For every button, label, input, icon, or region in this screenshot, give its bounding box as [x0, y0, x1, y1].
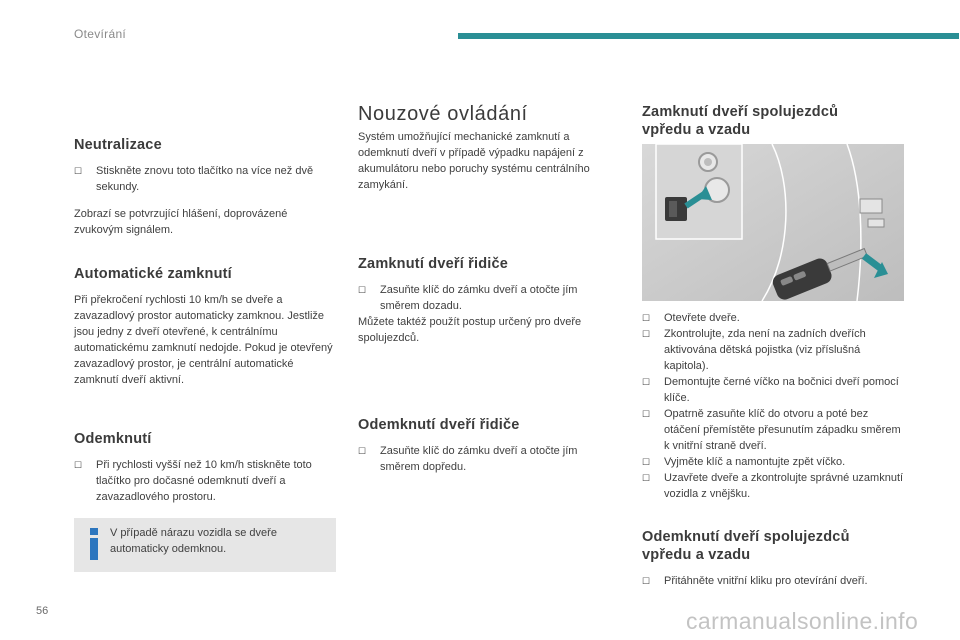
list-item: ☐ Opatrně zasuňte klíč do otvoru a poté bez otáčení přemístěte přesunutím západku směrem k vnitřní straně dveří.: [642, 408, 901, 452]
list-item: ☐ Přitáhněte vnitřní kliku pro otevírání dveří.: [642, 575, 868, 587]
section-title-odemknuti: Odemknutí: [74, 431, 152, 447]
checkbox-bullet-icon: ☐: [642, 409, 651, 419]
checkbox-bullet-icon: ☐: [642, 377, 651, 387]
middle-column: [358, 102, 620, 475]
section-title-zamknuti-spolujezdcu: Zamknutí dveří spolujezdců vpředu a vzadu: [642, 104, 839, 138]
left-column: [74, 136, 336, 505]
checkbox-bullet-icon: ☐: [74, 460, 83, 470]
list-item: ☐ Vyjměte klíč a namontujte zpět víčko.: [642, 456, 846, 468]
checkbox-bullet-icon: ☐: [358, 446, 367, 456]
right-column-bottom: [642, 310, 904, 589]
bullet-list: [642, 310, 904, 502]
list-item: ☐ Stiskněte znovu toto tlačítko na více než dvě sekundy.: [74, 165, 314, 193]
paragraph: Můžete taktéž použít postup určený pro dveře spolujezdců.: [358, 316, 582, 344]
list-item: ☐ Zkontrolujte, zda není na zadních dveřích aktivována dětská pojistka (viz příslušná kapitola).: [642, 328, 866, 372]
bullet-list: [74, 163, 336, 195]
page-title: Nouzové ovládání: [358, 103, 528, 125]
section-title-automaticke-zamknuti: Automatické zamknutí: [74, 266, 232, 282]
header-title: Otevírání: [74, 27, 127, 41]
bullet-list: [642, 573, 904, 589]
right-column-top: [642, 103, 904, 139]
list-item: ☐ Zasuňte klíč do zámku dveří a otočte jím směrem dozadu.: [358, 284, 578, 312]
checkbox-bullet-icon: ☐: [642, 473, 651, 483]
header-accent-bar: [458, 33, 959, 39]
section-title-odemknuti-ridice: Odemknutí dveří řidiče: [358, 417, 520, 433]
list-item: ☐ Při rychlosti vyšší než 10 km/h stiskněte toto tlačítko pro dočasné odemknutí dveří a zavazadlového prostoru.: [74, 459, 312, 503]
paragraph: Zobrazí se potvrzující hlášení, doprovázené zvukovým signálem.: [74, 208, 288, 236]
list-item: ☐ Zasuňte klíč do zámku dveří a otočte jím směrem dopředu.: [358, 445, 578, 473]
checkbox-bullet-icon: ☐: [74, 166, 83, 176]
checkbox-bullet-icon: ☐: [642, 313, 651, 323]
door-key-illustration-svg: [642, 144, 904, 301]
paragraph: Při překročení rychlosti 10 km/h se dveře a zavazadlový prostor automaticky zamknou. Jestliže jsou jedny z dveří otevřené, k centrálnímu automatickému zamknutí nedojde. Pokud je otevřený zavazadlový prostor, je centrální automatické zamknutí dveří aktivní.: [74, 294, 333, 386]
door-lock-illustration: [642, 144, 904, 301]
paragraph: Systém umožňující mechanické zamknutí a odemknutí dveří v případě výpadku napájení z akumulátoru nebo poruchy systému centrálního zamykání.: [358, 131, 590, 191]
section-title-odemknuti-spolujezdcu: Odemknutí dveří spolujezdců vpředu a vzadu: [642, 529, 850, 563]
checkbox-bullet-icon: ☐: [642, 329, 651, 339]
list-item: ☐ Uzavřete dveře a zkontrolujte správné uzamknutí vozidla z vnějšku.: [642, 472, 904, 500]
info-icon: [88, 528, 100, 562]
section-title-zamknuti-ridice: Zamknutí dveří řidiče: [358, 256, 509, 272]
bullet-list: [358, 282, 620, 314]
info-text: V případě nárazu vozidla se dveře automaticky odemknou.: [110, 527, 277, 555]
list-item: ☐ Otevřete dveře.: [642, 312, 740, 324]
watermark: carmanualsonline.info: [686, 608, 919, 634]
checkbox-bullet-icon: ☐: [642, 457, 651, 467]
bullet-list: [358, 443, 620, 475]
checkbox-bullet-icon: ☐: [358, 285, 367, 295]
section-title-neutralizace: Neutralizace: [74, 137, 162, 153]
checkbox-bullet-icon: ☐: [642, 576, 651, 586]
bullet-list: [74, 457, 336, 505]
info-box: [74, 518, 336, 572]
page-number: 56: [36, 605, 49, 617]
list-item: ☐ Demontujte černé víčko na bočnici dveří pomocí klíče.: [642, 376, 899, 404]
